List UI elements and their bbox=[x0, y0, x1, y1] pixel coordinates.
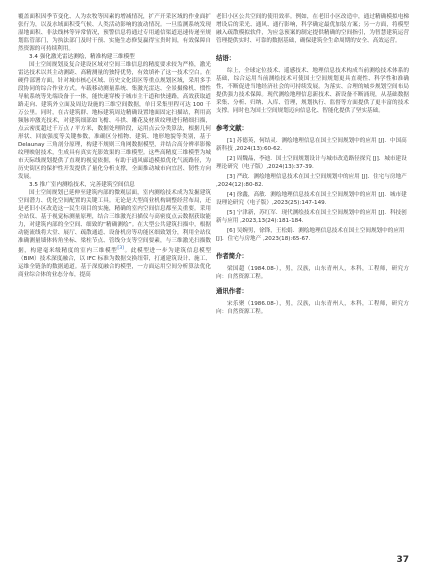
paragraph-text: 。此模型进一步为建筑信息模型（BIM）技术深度融合，以 IFC 标准为数据交换纽带，打通建筑设计、施工、运维全链条的数据通道。基于深度融合的模型，一方面运用空间分析算法优化商业综合体的业态分布，提高 bbox=[18, 247, 211, 278]
authors-title: 作者简介： bbox=[216, 252, 248, 260]
conclusion-paragraph: 综上，全球定位技术、遥感技术、地理信息技术构成当前测绘技术体系的基础，综合运用当前测绘技术可使国土空间规划更具直观性、科学性和准确性，不断促进当地经济社会的可持续发展。为落实、合理的城乡规划空间布局提供强力技术保障。现代测绘地理信息新技术、新设备不断涌现，从基础数据采集、分析、归纳、入库、管理，规划执行、监督等方面提供了更丰富的技术支撑。同时也为国土空间规划迈向信息化、智能化提供了坚实基础。 bbox=[216, 68, 409, 114]
section-heading-3-4: 3.4 强化激光雷达测绘，精准构建三维模型 bbox=[29, 54, 135, 60]
paragraph bbox=[18, 189, 211, 279]
author-bio: 宋乐聚（1986.08-），男，汉族，山东青州人，本科，工程师，研究方向：自然资源工程。 bbox=[216, 301, 409, 315]
reference-item: [6] 吴婉男，徐锋，王松娟．测绘地理信息技术在国土空间规划中的应用 [J]．住宅与房地产 ,2023(18):65-67. bbox=[216, 228, 405, 242]
correspondent-title: 通讯作者： bbox=[216, 287, 248, 295]
reference-item: [5] 宁津新，苏红军．现代测绘技术在国土空间规划中的应用 [J]．科技创新与应用 ,2023,13(24):181-184. bbox=[216, 210, 407, 224]
author-bio: 梁国超（1984.08-），男，汉族，山东青州人，本科，工程师，研究方向：自然资源工程。 bbox=[216, 266, 409, 280]
paragraph-text: 国土空间规划已延伸至建筑内部的微观层面，室内测绘技术成为发掘建筑空间潜力、优化空间配置的关键工具。无论是大型商业机构调整经营布局，还是老旧小区改造这一民生项目的实施，精确的室内空间信息都至关重要。采用全站仪、基于视觉标测量原理，结合三维激光扫描仪与高密度点云数据获取能力，对建筑内部的全空间、细致的“精确测绘”。在大型公共建筑扫描中，根据动能流线将大堂、展厅、疏散通道、设备机房等功能区细致划分，利用全站仪准确测量墙体转角坐标、梁柱节点、管线分支等空间要素，与三维激光扫描数据，构建毫米级精度的室内三维模型 bbox=[18, 190, 211, 254]
reference-item: [3] 严政．测绘地理信息技术在国土空间规划中的应用 [J]．住宅与房地产 ,2024(12):80-82. bbox=[216, 174, 407, 188]
references-title: 参考文献： bbox=[216, 124, 248, 132]
paragraph: 国土空间规划及复合建设区域对空间三维信息的精度要求较为严格，激光雷达技术以其主动测距、高精测量的独特优势，有效填补了这一技术空白。在硬件部署方面，针对城市核心区域、历史文化街区等重点规划区域，采用多手段协同的综合作业方式。车载移动测量系统、集激光雷达、全景摄像机、惯性导航系统等先端设备于一体，能快速穿梭于城市主干道和快速路，高效获取道路走向、建筑外立面及周边设施的三维空间数据，单日采集里程可达 100 千万公里。同时，在古建筑群、地标建筑周边精确设置地面固定扫描站，利用高频脉冲激光技术，对建筑细部如飞檐、斗拱、雕花及材质纹理进行精细扫描，点云密度超过千万点 / 平方米，数据处理阶段，运用点云分类算法，根据几何形状、回波强度等关键参数，准确区分植物、建筑、地形地貌等类别，基于 Delaunay 三角剖分原理，构建不规则三角网数据模型，并结合高分辨率影像纹理映射技术，生成具有真实光影效果的三维模型。这些高精度三维模型为城市天际线规划提供了直观的视觉依据，有助于通风廊道模拟优化气流路径，为历史街区的保护性开发提供了量化分析支撑，全面推动城市向宜居、韧性方向发展。 bbox=[18, 62, 211, 180]
citation-link[interactable]: [3] bbox=[117, 246, 125, 251]
right-column bbox=[216, 13, 409, 316]
page-number: 37 bbox=[396, 555, 409, 565]
reference-item: [1] 苏德英，何结灵．测绘地理信息在国土空间规划中的应用 [J]．中国高新科技 ,2024(13):60-62. bbox=[216, 138, 407, 152]
paragraph: 覆盖面积因季节变化、人为农牧等因素的增减情况，扩产开采区域的作业面扩张行为，以及水域面积受气候、人类活动影响的波动情况。一旦监测系统发现湿地面积、非法线林等异常情况，预警信息将通过专用通信渠道迅速传递至规划监管部门，为执法部门及时干预、实施生态修复赢得宝贵时间，有效保障自然资源的可持续利用。 bbox=[18, 14, 211, 52]
conclusion-title: 结语： bbox=[216, 54, 236, 62]
reference-item: [4] 徐鑫，高敏．测绘地理信息技术在国土空间规划中的应用 [J]．城市建设理论研究（电子版）,2023(25):147-149. bbox=[216, 192, 407, 206]
left-column bbox=[18, 13, 211, 279]
paragraph: 老旧小区公共空间的使用效率。例如，在老旧小区改造中，通过精确模拟电梯增设后的采光、通风、通行影响，科学确定最优加装方案；另一方面，将模型融入疏散模拟软件，为应急预案的制定提供精确的空间指引，为智慧建筑运营管理提供实时、可靠的数据基础，确保建筑全生命周期的安全、高效运营。 bbox=[216, 14, 409, 44]
reference-list bbox=[216, 137, 409, 243]
reference-item: [2] 周魏晶，李迪．国土空间规划设计与城市改造路径探究 [J]．城市建设理论研究（电子版）,2024(13):37-39. bbox=[216, 156, 407, 170]
section-heading-3-5: 3.5 推广室内测绘技术，完善建筑空间信息 bbox=[29, 182, 135, 188]
